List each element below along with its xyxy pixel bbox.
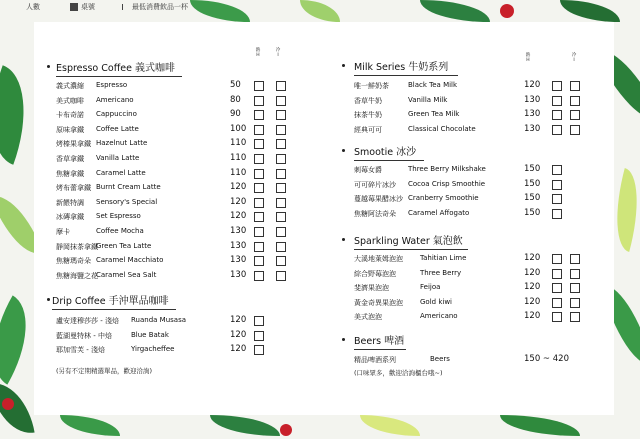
berry-decoration xyxy=(280,424,292,436)
section-bullet xyxy=(342,338,345,341)
item-name-zh: 刺莓女爵 xyxy=(354,166,382,174)
berry-decoration xyxy=(2,398,14,410)
item-name-zh: 原味拿鐵 xyxy=(56,125,84,134)
cold-checkbox[interactable] xyxy=(276,198,286,208)
item-price: 120 xyxy=(230,329,247,340)
item-name-zh: 大溪地萊姆泡泡 xyxy=(354,255,403,263)
order-header-strip xyxy=(0,0,640,22)
menu-item-row xyxy=(354,180,614,192)
cold-checkbox[interactable] xyxy=(570,96,580,106)
item-price: 150 xyxy=(524,193,541,204)
hot-checkbox[interactable] xyxy=(552,180,562,190)
menu-item-row xyxy=(354,110,614,122)
cold-checkbox[interactable] xyxy=(276,110,286,120)
item-price: 110 xyxy=(230,167,247,178)
hot-checkbox[interactable] xyxy=(254,125,264,135)
item-name-zh: 耶加雪芙 - 淺焙 xyxy=(56,346,105,355)
cold-checkbox[interactable] xyxy=(276,183,286,193)
item-name-en: Espresso xyxy=(96,81,128,89)
item-price: 120 xyxy=(230,182,247,193)
item-name-en: Hazelnut Latte xyxy=(96,139,148,148)
menu-item-row xyxy=(56,212,306,224)
hot-checkbox[interactable] xyxy=(254,331,264,341)
hot-checkbox[interactable] xyxy=(254,154,264,164)
cold-checkbox[interactable] xyxy=(570,110,580,120)
cold-checkbox[interactable] xyxy=(276,169,286,179)
beers-note: (口味眾多，歡迎洽詢櫃台哦~) xyxy=(354,369,443,377)
cold-checkbox[interactable] xyxy=(570,254,580,264)
smoothie-section-title: Smootie 冰沙 xyxy=(354,143,416,158)
item-name-en: Cocoa Crisp Smoothie xyxy=(408,179,486,188)
item-name-zh: 可可碎片冰沙 xyxy=(354,180,396,189)
item-name-en: Three Berry xyxy=(420,268,462,277)
item-name-en: Blue Batak xyxy=(131,330,169,339)
item-name-zh: 新餵特調 xyxy=(56,198,84,207)
item-name-zh: 摩卡 xyxy=(56,228,70,236)
item-price: 120 xyxy=(524,253,541,263)
menu-item-row xyxy=(354,125,614,137)
hot-checkbox[interactable] xyxy=(552,283,562,293)
menu-item-row xyxy=(354,269,614,281)
menu-item-row xyxy=(56,345,306,357)
menu-item-row xyxy=(56,169,306,181)
item-name-zh: 烤榛果拿鐵 xyxy=(56,140,91,149)
menu-item-row xyxy=(354,298,614,310)
item-price: 130 xyxy=(230,240,247,251)
menu-item-row xyxy=(56,316,306,328)
menu-item-row xyxy=(354,81,614,93)
leaf-decoration xyxy=(500,415,580,436)
item-name-zh: 香草拿鐵 xyxy=(56,155,84,163)
item-name-zh: 盧安達穆莎莎 - 淺焙 xyxy=(56,317,119,325)
item-price: 120 xyxy=(230,315,247,325)
cold-column-header-right: 冷 I xyxy=(571,53,577,63)
hot-checkbox[interactable] xyxy=(552,125,562,135)
item-price: 120 xyxy=(524,267,541,278)
milk-section-title: Milk Series 牛奶系列 xyxy=(354,58,448,73)
hot-checkbox[interactable] xyxy=(254,212,264,222)
item-price: 100 xyxy=(230,123,247,134)
menu-item-row xyxy=(56,271,306,283)
item-name-en: Cranberry Smoothie xyxy=(408,194,479,203)
item-name-en: Caramel Macchiato xyxy=(96,256,164,265)
beers-section-title: Beers 啤酒 xyxy=(354,332,404,347)
item-name-zh: 斐濟果泡泡 xyxy=(354,284,389,293)
item-name-en: Green Tea Milk xyxy=(408,110,460,119)
item-name-zh: 美式咖啡 xyxy=(56,96,84,105)
item-name-zh: 美式泡泡 xyxy=(354,313,382,322)
item-price: 120 xyxy=(524,282,541,293)
cold-checkbox[interactable] xyxy=(276,81,286,91)
cold-checkbox[interactable] xyxy=(276,242,286,252)
people-count-label: 人數 xyxy=(26,3,40,11)
hot-checkbox[interactable] xyxy=(552,110,562,120)
menu-item-row xyxy=(56,96,306,108)
item-name-zh: 蔓越莓果醋冰沙 xyxy=(354,195,403,204)
hot-checkbox[interactable] xyxy=(552,312,562,322)
cold-checkbox[interactable] xyxy=(276,227,286,237)
item-name-en: Coffee Latte xyxy=(96,124,139,133)
menu-item-row xyxy=(56,81,306,93)
item-name-en: Set Espresso xyxy=(96,212,141,221)
item-price: 150 ~ 420 xyxy=(524,354,569,364)
hot-checkbox[interactable] xyxy=(254,227,264,237)
item-name-zh: 冰磚拿鐵 xyxy=(56,213,84,222)
hot-checkbox[interactable] xyxy=(254,345,264,355)
item-price: 130 xyxy=(524,109,541,120)
menu-card xyxy=(34,22,614,415)
item-name-zh: 抹茶牛奶 xyxy=(354,111,382,120)
hot-checkbox[interactable] xyxy=(552,298,562,308)
hot-checkbox[interactable] xyxy=(254,183,264,193)
menu-item-row xyxy=(56,227,306,239)
hot-checkbox[interactable] xyxy=(552,194,562,204)
cold-column-header: 冷 I xyxy=(275,48,281,58)
hot-checkbox[interactable] xyxy=(254,96,264,106)
menu-item-row xyxy=(354,194,614,206)
hot-checkbox[interactable] xyxy=(552,96,562,106)
item-name-en: Beers xyxy=(430,355,450,363)
drip-section-title: Drip Coffee 手沖單品咖啡 xyxy=(52,292,169,307)
espresso-section-title: Espresso Coffee 義式咖啡 xyxy=(56,59,175,74)
item-price: 120 xyxy=(230,211,247,222)
hot-checkbox[interactable] xyxy=(254,242,264,252)
min-order-marker xyxy=(122,4,129,10)
hot-checkbox[interactable] xyxy=(552,269,562,279)
hot-checkbox[interactable] xyxy=(552,165,562,175)
section-bullet xyxy=(342,149,345,152)
hot-column-header-right: 熱 H xyxy=(525,53,531,63)
item-name-en: Ruanda Musasa xyxy=(131,316,187,324)
menu-item-row xyxy=(56,139,306,151)
item-name-en: Americano xyxy=(96,95,134,104)
item-price: 120 xyxy=(230,196,247,207)
hot-checkbox[interactable] xyxy=(254,316,264,326)
leaf-decoration xyxy=(60,415,120,436)
menu-item-row xyxy=(56,110,306,122)
item-name-en: Black Tea Milk xyxy=(408,81,458,89)
cold-checkbox[interactable] xyxy=(570,269,580,279)
menu-item-beers xyxy=(354,355,594,367)
cold-checkbox[interactable] xyxy=(276,212,286,222)
menu-item-row xyxy=(56,198,306,210)
cold-checkbox[interactable] xyxy=(276,271,286,281)
item-name-en: Green Tea Latte xyxy=(96,241,152,250)
item-price: 80 xyxy=(230,94,241,105)
item-price: 130 xyxy=(230,255,247,266)
hot-checkbox[interactable] xyxy=(552,81,562,91)
item-name-en: Caramel Affogato xyxy=(408,208,470,217)
section-bullet xyxy=(47,298,50,301)
hot-checkbox[interactable] xyxy=(254,169,264,179)
item-price: 120 xyxy=(524,296,541,307)
hot-checkbox[interactable] xyxy=(552,209,562,219)
menu-item-row xyxy=(56,183,306,195)
cold-checkbox[interactable] xyxy=(276,96,286,106)
item-price: 150 xyxy=(524,207,541,218)
cold-checkbox[interactable] xyxy=(570,312,580,322)
section-bullet xyxy=(47,65,50,68)
item-name-zh: 卡布奇諾 xyxy=(56,111,84,120)
menu-item-row xyxy=(354,312,614,324)
menu-item-row xyxy=(56,331,306,343)
item-price: 90 xyxy=(230,109,241,120)
hot-checkbox[interactable] xyxy=(254,81,264,91)
item-name-zh: 綜合野莓泡泡 xyxy=(354,269,396,278)
menu-item-row xyxy=(56,125,306,137)
item-name-en: Caramel Latte xyxy=(96,168,146,177)
sparkling-section-title: Sparkling Water 氣泡飲 xyxy=(354,232,463,247)
item-price: 130 xyxy=(230,269,247,280)
menu-item-row xyxy=(354,209,614,221)
item-name-zh: 唯一鮮奶茶 xyxy=(354,82,389,90)
item-name-en: Yirgacheffee xyxy=(131,345,175,354)
min-order-field: 最低消費飲品一杯 xyxy=(122,2,188,12)
hot-column-header: 熱 H xyxy=(255,48,261,58)
item-price: 110 xyxy=(230,138,247,149)
item-name-zh: 黃金奇異果泡泡 xyxy=(354,298,403,307)
item-name-en: Coffee Mocha xyxy=(96,227,144,235)
item-name-en: Feijoa xyxy=(420,283,441,292)
item-name-en: Caramel Sea Salt xyxy=(96,270,157,279)
leaf-decoration xyxy=(360,415,420,436)
hot-checkbox[interactable] xyxy=(254,271,264,281)
item-name-en: Cappuccino xyxy=(96,110,137,119)
table-checkbox[interactable] xyxy=(70,3,78,11)
cold-checkbox[interactable] xyxy=(570,81,580,91)
cold-checkbox[interactable] xyxy=(570,298,580,308)
item-name-zh: 焦糖阿法奇朵 xyxy=(354,209,396,218)
section-bullet xyxy=(342,238,345,241)
item-name-en: Americano xyxy=(420,312,458,321)
cold-checkbox[interactable] xyxy=(570,125,580,135)
hot-checkbox[interactable] xyxy=(254,139,264,149)
item-name-zh: 香草牛奶 xyxy=(354,96,382,105)
item-name-zh: 靜岡抹茶拿鐵 xyxy=(56,242,98,251)
item-price: 50 xyxy=(230,80,241,90)
item-name-en: Gold kiwi xyxy=(420,297,452,306)
hot-checkbox[interactable] xyxy=(254,110,264,120)
item-price: 110 xyxy=(230,153,247,163)
leaf-decoration xyxy=(210,415,280,436)
item-price: 120 xyxy=(524,80,541,90)
menu-item-row xyxy=(56,154,306,166)
item-name-en: Three Berry Milkshake xyxy=(408,165,486,173)
item-name-en: Vanilla Milk xyxy=(408,95,448,104)
item-price: 150 xyxy=(524,178,541,189)
section-bullet xyxy=(342,64,345,67)
item-price: 130 xyxy=(524,123,541,134)
cold-checkbox[interactable] xyxy=(276,256,286,266)
item-name-en: Tahitian Lime xyxy=(420,254,467,262)
hot-checkbox[interactable] xyxy=(254,198,264,208)
menu-item-row xyxy=(354,96,614,108)
item-price: 150 xyxy=(524,164,541,174)
item-price: 130 xyxy=(230,226,247,236)
item-price: 130 xyxy=(524,94,541,105)
item-name-zh: 焦糖瑪奇朵 xyxy=(56,257,91,266)
menu-item-row xyxy=(56,256,306,268)
item-name-zh: 精品啤酒系列 xyxy=(354,356,396,364)
item-name-zh: 經典可可 xyxy=(354,125,382,134)
menu-item-row xyxy=(56,242,306,254)
item-name-zh: 藍湖曼特林 - 中焙 xyxy=(56,331,112,340)
menu-item-row xyxy=(354,283,614,295)
table-number-field[interactable]: 桌號 xyxy=(70,2,95,12)
cold-checkbox[interactable] xyxy=(276,125,286,135)
item-name-zh: 焦糖海鹽之花 xyxy=(56,271,98,280)
item-name-zh: 義式濃縮 xyxy=(56,82,84,90)
item-price: 120 xyxy=(230,344,247,355)
menu-item-row xyxy=(354,165,614,177)
item-name-en: Sensory's Special xyxy=(96,197,158,206)
hot-checkbox[interactable] xyxy=(552,254,562,264)
cold-checkbox[interactable] xyxy=(276,139,286,149)
item-name-en: Vanilla Latte xyxy=(96,154,140,162)
drip-note: (另有不定期精選單品，歡迎洽詢) xyxy=(56,367,153,375)
item-name-en: Classical Chocolate xyxy=(408,124,476,133)
item-name-zh: 烤布蕾拿鐵 xyxy=(56,184,91,193)
item-name-zh: 焦糖拿鐵 xyxy=(56,169,84,178)
cold-checkbox[interactable] xyxy=(276,154,286,164)
item-name-en: Burnt Cream Latte xyxy=(96,183,161,192)
hot-checkbox[interactable] xyxy=(254,256,264,266)
menu-item-row xyxy=(354,254,614,266)
cold-checkbox[interactable] xyxy=(570,283,580,293)
item-price: 120 xyxy=(524,311,541,322)
